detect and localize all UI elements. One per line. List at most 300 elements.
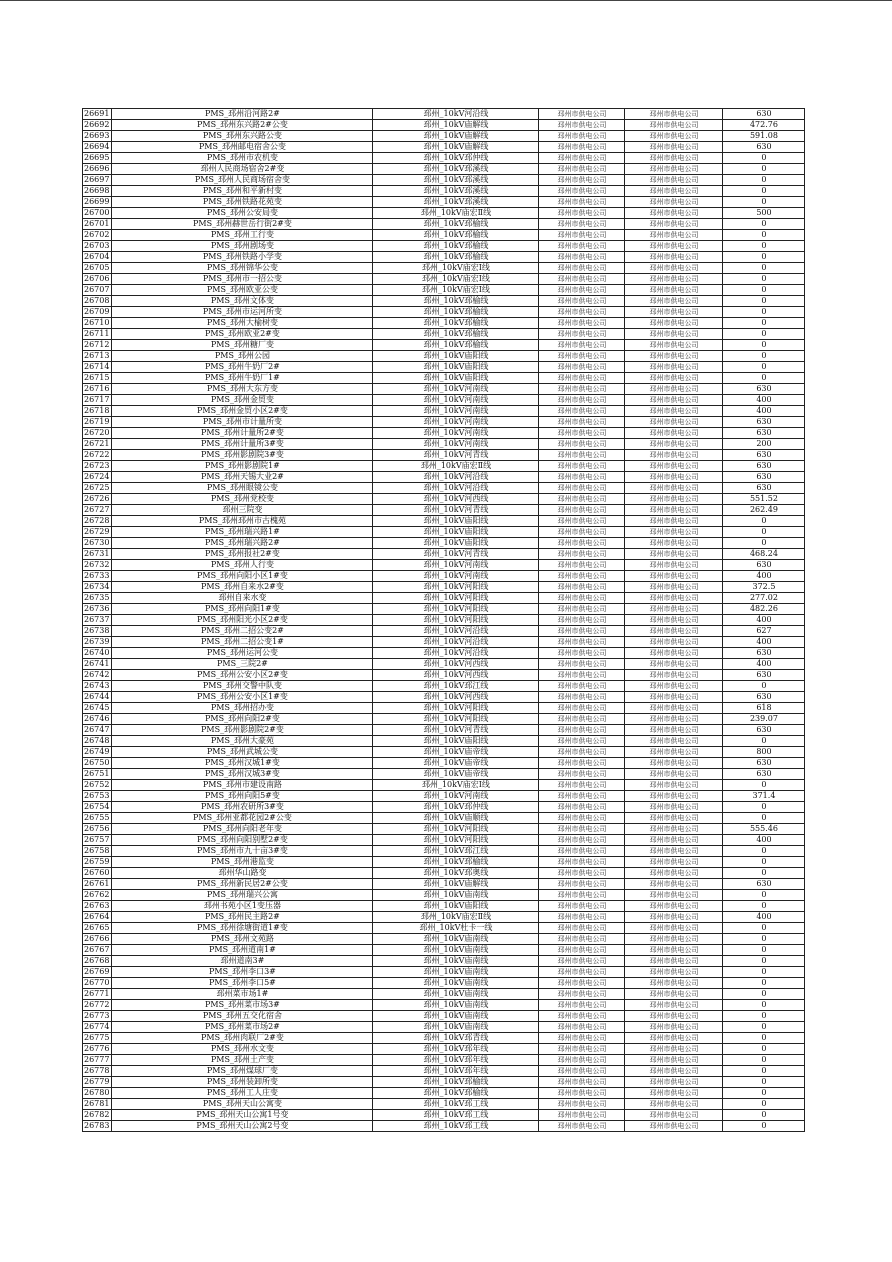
supply-company: 邳州市供电公司	[539, 186, 625, 197]
owner-company: 邳州市供电公司	[625, 351, 723, 362]
record-id: 26733	[83, 571, 112, 582]
feeder-line: 邳州_10kV庙帝线	[373, 758, 539, 769]
owner-company: 邳州市供电公司	[625, 373, 723, 384]
table-row	[83, 824, 805, 835]
capacity-value: 630	[723, 483, 805, 494]
capacity-value: 262.49	[723, 505, 805, 516]
table-row	[83, 384, 805, 395]
record-id: 26750	[83, 758, 112, 769]
feeder-line: 邳州_10kV庙阳线	[373, 527, 539, 538]
record-id: 26698	[83, 186, 112, 197]
transformer-name: PMS_邳州天锡大业2#	[112, 472, 373, 483]
transformer-name: PMS_邳州影剧院2#变	[112, 725, 373, 736]
supply-company: 邳州市供电公司	[539, 241, 625, 252]
record-id: 26732	[83, 560, 112, 571]
capacity-value: 277.02	[723, 593, 805, 604]
owner-company: 邳州市供电公司	[625, 978, 723, 989]
transformer-name: PMS_邳州牛奶厂2#	[112, 362, 373, 373]
transformer-name: PMS_邳州运河公变	[112, 648, 373, 659]
capacity-value: 400	[723, 659, 805, 670]
capacity-value: 555.46	[723, 824, 805, 835]
supply-company: 邳州市供电公司	[539, 516, 625, 527]
supply-company: 邳州市供电公司	[539, 527, 625, 538]
transformer-name: PMS_邳州人行变	[112, 560, 373, 571]
capacity-value: 0	[723, 219, 805, 230]
owner-company: 邳州市供电公司	[625, 164, 723, 175]
record-id: 26721	[83, 439, 112, 450]
transformer-name: PMS_邳州党校变	[112, 494, 373, 505]
supply-company: 邳州市供电公司	[539, 1033, 625, 1044]
feeder-line: 邳州_10kV邳榆线	[373, 1077, 539, 1088]
transformer-name: PMS_邳州瑞兴路1#	[112, 527, 373, 538]
table-row	[83, 945, 805, 956]
table-row	[83, 846, 805, 857]
transformer-name: PMS_邳州向阳1#变	[112, 604, 373, 615]
record-id: 26774	[83, 1022, 112, 1033]
table-row	[83, 769, 805, 780]
supply-company: 邳州市供电公司	[539, 769, 625, 780]
feeder-line: 邳州_10kV庙南线	[373, 989, 539, 1000]
supply-company: 邳州市供电公司	[539, 560, 625, 571]
transformer-name: PMS_邳州金贸小区2#变	[112, 406, 373, 417]
record-id: 26737	[83, 615, 112, 626]
capacity-value: 0	[723, 923, 805, 934]
record-id: 26749	[83, 747, 112, 758]
table-row	[83, 208, 805, 219]
transformer-name: PMS_邳州自来水2#变	[112, 582, 373, 593]
transformer-name: PMS_三院2#	[112, 659, 373, 670]
record-id: 26711	[83, 329, 112, 340]
supply-company: 邳州市供电公司	[539, 637, 625, 648]
feeder-line: 邳州_10kV邳溪线	[373, 164, 539, 175]
record-id: 26731	[83, 549, 112, 560]
supply-company: 邳州市供电公司	[539, 384, 625, 395]
capacity-value: 618	[723, 703, 805, 714]
transformer-table	[82, 108, 805, 1132]
feeder-line: 邳州_10kV庙南线	[373, 978, 539, 989]
table-row	[83, 648, 805, 659]
supply-company: 邳州市供电公司	[539, 175, 625, 186]
feeder-line: 邳州_10kV庙南线	[373, 890, 539, 901]
feeder-line: 邳州_10kV河南线	[373, 571, 539, 582]
owner-company: 邳州市供电公司	[625, 1066, 723, 1077]
feeder-line: 邳州_10kV河青线	[373, 549, 539, 560]
table-row	[83, 780, 805, 791]
owner-company: 邳州市供电公司	[625, 549, 723, 560]
transformer-name: PMS_邳州民主路2#	[112, 912, 373, 923]
feeder-line: 邳州_10kV河阳线	[373, 703, 539, 714]
record-id: 26702	[83, 230, 112, 241]
table-row	[83, 494, 805, 505]
supply-company: 邳州市供电公司	[539, 494, 625, 505]
transformer-name: PMS_邳州公安小区2#变	[112, 670, 373, 681]
owner-company: 邳州市供电公司	[625, 340, 723, 351]
supply-company: 邳州市供电公司	[539, 648, 625, 659]
table-row	[83, 285, 805, 296]
capacity-value: 0	[723, 252, 805, 263]
transformer-name: PMS_邳州工行变	[112, 230, 373, 241]
table-row	[83, 516, 805, 527]
table-row	[83, 296, 805, 307]
record-id: 26739	[83, 637, 112, 648]
page-top-rule	[0, 0, 892, 1]
record-id: 26692	[83, 120, 112, 131]
supply-company: 邳州市供电公司	[539, 725, 625, 736]
feeder-line: 邳州_10kV邳工线	[373, 1099, 539, 1110]
transformer-name: PMS_邳州文苑路	[112, 934, 373, 945]
feeder-line: 邳州_10kV河西线	[373, 494, 539, 505]
supply-company: 邳州市供电公司	[539, 703, 625, 714]
table-row	[83, 549, 805, 560]
feeder-line: 邳州_10kV河南线	[373, 791, 539, 802]
feeder-line: 邳州_10kV庙宏Ⅱ线	[373, 461, 539, 472]
table-row	[83, 890, 805, 901]
feeder-line: 邳州_10kV庙阳线	[373, 373, 539, 384]
record-id: 26778	[83, 1066, 112, 1077]
capacity-value: 0	[723, 274, 805, 285]
supply-company: 邳州市供电公司	[539, 1022, 625, 1033]
capacity-value: 630	[723, 769, 805, 780]
capacity-value: 630	[723, 758, 805, 769]
owner-company: 邳州市供电公司	[625, 131, 723, 142]
supply-company: 邳州市供电公司	[539, 692, 625, 703]
owner-company: 邳州市供电公司	[625, 593, 723, 604]
table-row	[83, 527, 805, 538]
supply-company: 邳州市供电公司	[539, 362, 625, 373]
record-id: 26728	[83, 516, 112, 527]
feeder-line: 邳州_10kV庙宏Ⅰ线	[373, 285, 539, 296]
capacity-value: 0	[723, 1055, 805, 1066]
transformer-name: PMS_邳州眼镜公变	[112, 483, 373, 494]
record-id: 26768	[83, 956, 112, 967]
record-id: 26767	[83, 945, 112, 956]
capacity-value: 630	[723, 384, 805, 395]
owner-company: 邳州市供电公司	[625, 1110, 723, 1121]
transformer-name: PMS_邳州赫世岳行街2#变	[112, 219, 373, 230]
table-row	[83, 439, 805, 450]
supply-company: 邳州市供电公司	[539, 208, 625, 219]
table-row	[83, 989, 805, 1000]
feeder-line: 邳州_10kV庙阳线	[373, 351, 539, 362]
record-id: 26783	[83, 1121, 112, 1132]
supply-company: 邳州市供电公司	[539, 296, 625, 307]
owner-company: 邳州市供电公司	[625, 329, 723, 340]
feeder-line: 邳州_10kV庙帝线	[373, 769, 539, 780]
record-id: 26743	[83, 681, 112, 692]
table-row	[83, 252, 805, 263]
feeder-line: 邳州_10kV庙阳线	[373, 736, 539, 747]
owner-company: 邳州市供电公司	[625, 241, 723, 252]
table-row	[83, 186, 805, 197]
transformer-name: 邳州道南3#	[112, 956, 373, 967]
owner-company: 邳州市供电公司	[625, 208, 723, 219]
transformer-name: 邳州自来水变	[112, 593, 373, 604]
capacity-value: 0	[723, 901, 805, 912]
capacity-value: 400	[723, 395, 805, 406]
capacity-value: 0	[723, 307, 805, 318]
table-row	[83, 571, 805, 582]
transformer-name: PMS_邳州公安局变	[112, 208, 373, 219]
owner-company: 邳州市供电公司	[625, 527, 723, 538]
transformer-name: PMS_邳州邮电宿舍公变	[112, 142, 373, 153]
owner-company: 邳州市供电公司	[625, 901, 723, 912]
record-id: 26758	[83, 846, 112, 857]
feeder-line: 邳州_10kV河阳线	[373, 582, 539, 593]
table-row	[83, 131, 805, 142]
feeder-line: 邳州_10kV邳榆线	[373, 318, 539, 329]
owner-company: 邳州市供电公司	[625, 296, 723, 307]
supply-company: 邳州市供电公司	[539, 670, 625, 681]
feeder-line: 邳州_10kV庙南线	[373, 956, 539, 967]
record-id: 26696	[83, 164, 112, 175]
record-id: 26756	[83, 824, 112, 835]
record-id: 26720	[83, 428, 112, 439]
supply-company: 邳州市供电公司	[539, 274, 625, 285]
transformer-name: PMS_邳州人民商场宿舍变	[112, 175, 373, 186]
transformer-name: PMS_邳州东兴路公变	[112, 131, 373, 142]
feeder-line: 邳州_10kV庙阳线	[373, 362, 539, 373]
supply-company: 邳州市供电公司	[539, 318, 625, 329]
feeder-line: 邳州_10kV邳年线	[373, 1066, 539, 1077]
feeder-line: 邳州_10kV河南线	[373, 395, 539, 406]
owner-company: 邳州市供电公司	[625, 769, 723, 780]
capacity-value: 0	[723, 989, 805, 1000]
owner-company: 邳州市供电公司	[625, 626, 723, 637]
capacity-value: 630	[723, 461, 805, 472]
table-row	[83, 274, 805, 285]
feeder-line: 邳州_10kV邳青线	[373, 1033, 539, 1044]
supply-company: 邳州市供电公司	[539, 505, 625, 516]
table-row	[83, 703, 805, 714]
feeder-line: 邳州_10kV邳仲线	[373, 802, 539, 813]
capacity-value: 0	[723, 736, 805, 747]
capacity-value: 0	[723, 516, 805, 527]
feeder-line: 邳州_10kV庙阳线	[373, 516, 539, 527]
feeder-line: 邳州_10kV庙南线	[373, 1000, 539, 1011]
transformer-name: PMS_邳州汉城3#变	[112, 769, 373, 780]
supply-company: 邳州市供电公司	[539, 230, 625, 241]
table-row	[83, 835, 805, 846]
owner-company: 邳州市供电公司	[625, 934, 723, 945]
transformer-name: PMS_邳州菜市场3#	[112, 1000, 373, 1011]
table-row	[83, 395, 805, 406]
capacity-value: 591.08	[723, 131, 805, 142]
transformer-name: 邳州华山路变	[112, 868, 373, 879]
feeder-line: 邳州_10kV庙南线	[373, 1011, 539, 1022]
supply-company: 邳州市供电公司	[539, 538, 625, 549]
record-id: 26736	[83, 604, 112, 615]
supply-company: 邳州市供电公司	[539, 417, 625, 428]
capacity-value: 630	[723, 560, 805, 571]
capacity-value: 0	[723, 351, 805, 362]
record-id: 26781	[83, 1099, 112, 1110]
supply-company: 邳州市供电公司	[539, 329, 625, 340]
record-id: 26744	[83, 692, 112, 703]
capacity-value: 0	[723, 1121, 805, 1132]
supply-company: 邳州市供电公司	[539, 802, 625, 813]
transformer-name: PMS_邳州牛奶厂1#	[112, 373, 373, 384]
transformer-name: PMS_邳州大豪苑	[112, 736, 373, 747]
owner-company: 邳州市供电公司	[625, 428, 723, 439]
record-id: 26754	[83, 802, 112, 813]
owner-company: 邳州市供电公司	[625, 1077, 723, 1088]
capacity-value: 400	[723, 406, 805, 417]
supply-company: 邳州市供电公司	[539, 1121, 625, 1132]
record-id: 26773	[83, 1011, 112, 1022]
owner-company: 邳州市供电公司	[625, 967, 723, 978]
capacity-value: 800	[723, 747, 805, 758]
owner-company: 邳州市供电公司	[625, 1022, 723, 1033]
table-row	[83, 1066, 805, 1077]
supply-company: 邳州市供电公司	[539, 923, 625, 934]
feeder-line: 邳州_10kV邳榆线	[373, 329, 539, 340]
transformer-name: PMS_邳州铁路花苑变	[112, 197, 373, 208]
capacity-value: 482.26	[723, 604, 805, 615]
transformer-name: PMS_邳州天山公寓2号变	[112, 1121, 373, 1132]
owner-company: 邳州市供电公司	[625, 252, 723, 263]
owner-company: 邳州市供电公司	[625, 516, 723, 527]
owner-company: 邳州市供电公司	[625, 274, 723, 285]
transformer-name: PMS_邳州煤球厂变	[112, 1066, 373, 1077]
owner-company: 邳州市供电公司	[625, 175, 723, 186]
record-id: 26764	[83, 912, 112, 923]
transformer-name: PMS_邳州铁路小学变	[112, 252, 373, 263]
capacity-value: 0	[723, 1099, 805, 1110]
capacity-value: 0	[723, 538, 805, 549]
supply-company: 邳州市供电公司	[539, 1110, 625, 1121]
transformer-name: PMS_邳州报社2#变	[112, 549, 373, 560]
table-row	[83, 758, 805, 769]
capacity-value: 0	[723, 890, 805, 901]
feeder-line: 邳州_10kV邳江线	[373, 846, 539, 857]
feeder-line: 邳州_10kV庙宏Ⅱ线	[373, 912, 539, 923]
feeder-line: 邳州_10kV邳榆线	[373, 1088, 539, 1099]
transformer-name: PMS_邳州道南1#	[112, 945, 373, 956]
table-row	[83, 197, 805, 208]
record-id: 26726	[83, 494, 112, 505]
transformer-name: PMS_邳州欧亚2#变	[112, 329, 373, 340]
supply-company: 邳州市供电公司	[539, 846, 625, 857]
capacity-value: 0	[723, 780, 805, 791]
record-id: 26775	[83, 1033, 112, 1044]
table-row	[83, 725, 805, 736]
transformer-name: PMS_邳州市一招公变	[112, 274, 373, 285]
owner-company: 邳州市供电公司	[625, 142, 723, 153]
supply-company: 邳州市供电公司	[539, 450, 625, 461]
record-id: 26694	[83, 142, 112, 153]
owner-company: 邳州市供电公司	[625, 109, 723, 120]
supply-company: 邳州市供电公司	[539, 307, 625, 318]
transformer-name: PMS_邳州影剧院1#	[112, 461, 373, 472]
owner-company: 邳州市供电公司	[625, 307, 723, 318]
capacity-value: 0	[723, 362, 805, 373]
table-row	[83, 659, 805, 670]
record-id: 26723	[83, 461, 112, 472]
transformer-name: PMS_邳州向阳别墅2#变	[112, 835, 373, 846]
capacity-value: 0	[723, 846, 805, 857]
supply-company: 邳州市供电公司	[539, 120, 625, 131]
capacity-value: 630	[723, 879, 805, 890]
table-row	[83, 1121, 805, 1132]
table-row	[83, 1033, 805, 1044]
supply-company: 邳州市供电公司	[539, 549, 625, 560]
owner-company: 邳州市供电公司	[625, 285, 723, 296]
record-id: 26771	[83, 989, 112, 1000]
table-row	[83, 813, 805, 824]
transformer-name: 邳州三院变	[112, 505, 373, 516]
table-row	[83, 967, 805, 978]
owner-company: 邳州市供电公司	[625, 813, 723, 824]
record-id: 26779	[83, 1077, 112, 1088]
record-id: 26760	[83, 868, 112, 879]
owner-company: 邳州市供电公司	[625, 890, 723, 901]
table-row	[83, 670, 805, 681]
table-row	[83, 879, 805, 890]
transformer-name: PMS_邳州东兴路2#公变	[112, 120, 373, 131]
transformer-name: PMS_邳州文体变	[112, 296, 373, 307]
table-row	[83, 637, 805, 648]
table-row	[83, 901, 805, 912]
supply-company: 邳州市供电公司	[539, 472, 625, 483]
transformer-name: PMS_邳州向阳老年变	[112, 824, 373, 835]
supply-company: 邳州市供电公司	[539, 164, 625, 175]
capacity-value: 627	[723, 626, 805, 637]
feeder-line: 邳州_10kV河南线	[373, 406, 539, 417]
supply-company: 邳州市供电公司	[539, 142, 625, 153]
feeder-line: 邳州_10kV河南线	[373, 384, 539, 395]
feeder-line: 邳州_10kV邳溪线	[373, 197, 539, 208]
capacity-value: 468.24	[723, 549, 805, 560]
capacity-value: 630	[723, 417, 805, 428]
record-id: 26707	[83, 285, 112, 296]
owner-company: 邳州市供电公司	[625, 505, 723, 516]
capacity-value: 630	[723, 692, 805, 703]
record-id: 26747	[83, 725, 112, 736]
transformer-name: PMS_邳州和平新村变	[112, 186, 373, 197]
supply-company: 邳州市供电公司	[539, 989, 625, 1000]
capacity-value: 0	[723, 1088, 805, 1099]
transformer-name: PMS_邳州金贸变	[112, 395, 373, 406]
owner-company: 邳州市供电公司	[625, 263, 723, 274]
feeder-line: 邳州_10kV河南线	[373, 428, 539, 439]
record-id: 26718	[83, 406, 112, 417]
feeder-line: 邳州_10kV杜卡一线	[373, 923, 539, 934]
table-row	[83, 428, 805, 439]
table-row	[83, 1022, 805, 1033]
table-row	[83, 483, 805, 494]
record-id: 26772	[83, 1000, 112, 1011]
table-row	[83, 791, 805, 802]
supply-company: 邳州市供电公司	[539, 615, 625, 626]
supply-company: 邳州市供电公司	[539, 571, 625, 582]
feeder-line: 邳州_10kV河沿线	[373, 648, 539, 659]
owner-company: 邳州市供电公司	[625, 703, 723, 714]
feeder-line: 邳州_10kV河西线	[373, 659, 539, 670]
transformer-name: PMS_邳州欧亚公变	[112, 285, 373, 296]
supply-company: 邳州市供电公司	[539, 626, 625, 637]
transformer-name: 邳州书苑小区1变压器	[112, 901, 373, 912]
supply-company: 邳州市供电公司	[539, 593, 625, 604]
capacity-value: 0	[723, 230, 805, 241]
capacity-value: 0	[723, 967, 805, 978]
feeder-line: 邳州_10kV河青线	[373, 450, 539, 461]
owner-company: 邳州市供电公司	[625, 857, 723, 868]
capacity-value: 0	[723, 1022, 805, 1033]
record-id: 26710	[83, 318, 112, 329]
feeder-line: 邳州_10kV河阳线	[373, 835, 539, 846]
owner-company: 邳州市供电公司	[625, 637, 723, 648]
feeder-line: 邳州_10kV庙解线	[373, 131, 539, 142]
